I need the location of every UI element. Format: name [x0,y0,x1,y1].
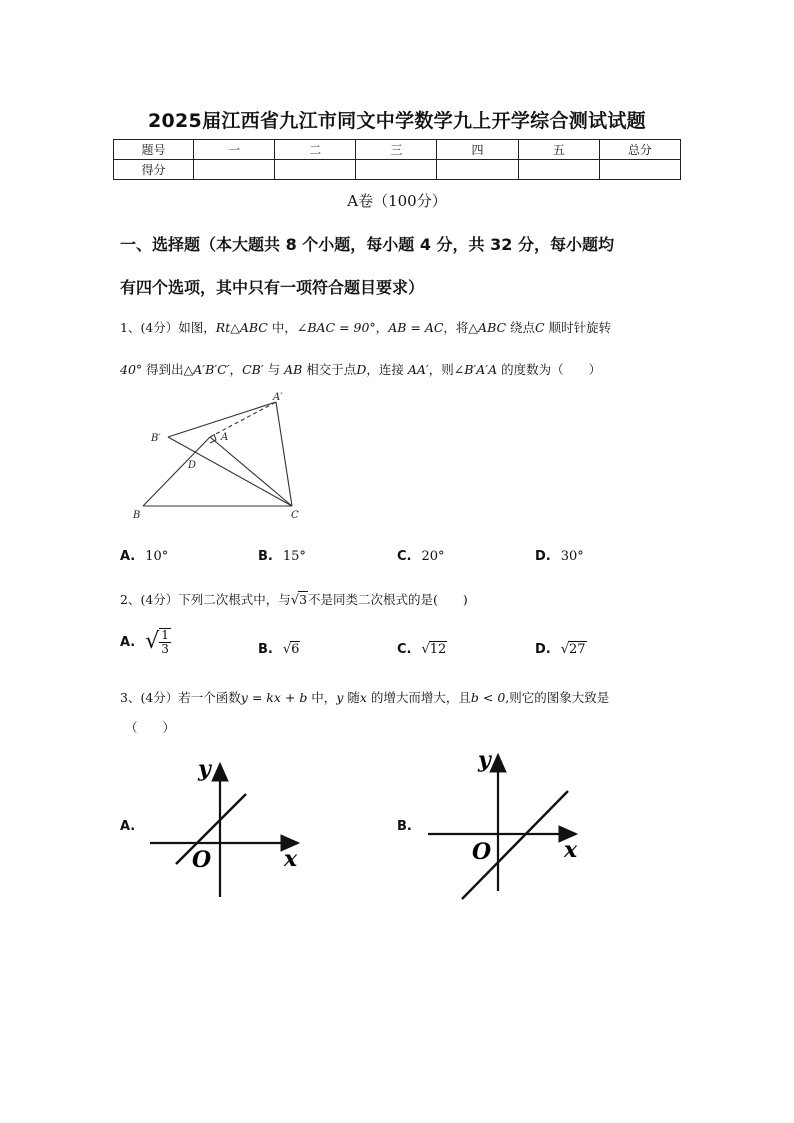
question-3-answer-paren: （ ） [125,720,176,735]
q2-option-c[interactable]: C. √12 [397,642,447,657]
score-cell: 四 [437,140,518,160]
page-title: 2025届江西省九江市同文中学数学九上开学综合测试试题 [148,110,646,132]
q1-option-a[interactable]: A. 10° [120,549,169,564]
q1-option-c[interactable]: C. 20° [397,549,445,564]
q3-option-b-label[interactable]: B. [397,819,412,834]
score-cell: 五 [518,140,599,160]
origin-label: O [192,847,212,873]
q3-graph-a[interactable] [140,752,310,902]
label-b: B [133,510,141,521]
q2-option-a[interactable]: A. √ $\frac{1}{3}$ [120,628,169,656]
label-a: A [221,432,229,443]
question-1-line1: 1、(4分）如图，Rt△ABC 中，∠BAC = 90°，AB = AC，将△ABC 绕点C 顺时针旋转 [120,320,612,335]
score-cell: 一 [194,140,275,160]
x-axis-label: x [284,846,298,872]
question-1-line2: 40° 得到出△A′B′C′，CB′ 与 AB 相交于点D，连接 AA′，则∠B′A′A 的度数为（ ） [120,362,602,377]
label-a-prime: A′ [273,392,283,403]
question-3-text: 3、(4分）若一个函数y = kx + b 中，y 随x 的增大而增大，且b < 0,则它的图象大致是 [120,690,610,705]
section-heading-line1: 一、选择题（本大题共 8 个小题，每小题 4 分，共 32 分，每小题均 [120,235,614,254]
label-d: D [188,460,197,471]
x-axis-label: x [564,837,578,863]
triangle-rotation-figure [125,388,315,528]
score-input-cell[interactable] [599,160,680,180]
score-table-score-row [114,160,681,180]
score-input-cell[interactable] [437,160,518,180]
q1-option-d[interactable]: D. 30° [535,549,584,564]
section-heading-line2: 有四个选项，其中只有一项符合题目要求） [120,278,425,297]
score-cell: 题号 [114,140,194,160]
score-cell: 得分 [114,160,194,180]
label-b-prime: B′ [151,433,161,444]
part-a-heading: A卷（100分） [347,192,447,210]
q1-option-b[interactable]: B. 15° [258,549,306,564]
score-cell: 二 [275,140,356,160]
score-input-cell[interactable] [194,160,275,180]
score-table-header-row [114,140,681,160]
y-axis-label: y [198,756,211,782]
score-input-cell[interactable] [518,160,599,180]
q2-option-d[interactable]: D. √27 [535,642,586,657]
q3-graph-b[interactable] [418,743,588,903]
y-axis-label: y [478,747,491,773]
q2-option-b[interactable]: B. √6 [258,642,300,657]
score-table [113,139,681,180]
question-2-text: 2、(4分）下列二次根式中，与√3不是同类二次根式的是( ) [120,592,468,608]
label-c: C [291,510,299,521]
score-input-cell[interactable] [356,160,437,180]
origin-label: O [472,839,492,865]
score-input-cell[interactable] [275,160,356,180]
score-cell: 总分 [599,140,680,160]
q3-option-a-label[interactable]: A. [120,819,136,834]
score-cell: 三 [356,140,437,160]
